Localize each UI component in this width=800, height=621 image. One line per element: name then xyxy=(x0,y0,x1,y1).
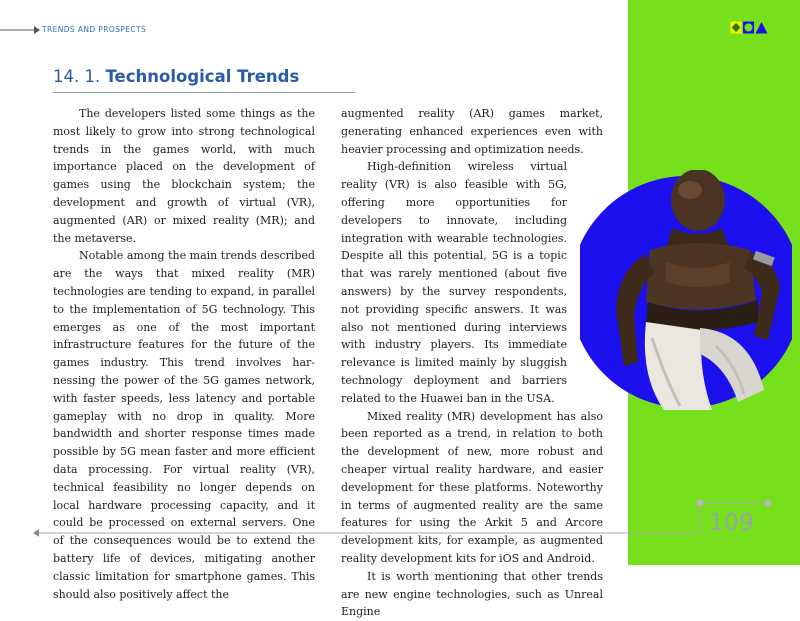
section-title: Technological Trends xyxy=(105,67,300,86)
running-character-illustration xyxy=(580,170,792,410)
header-arrow-icon xyxy=(0,22,44,38)
section-label: TRENDS AND PROSPECTS xyxy=(42,25,147,34)
paragraph-2-continued: augmented reality (AR) games market, generating enhanced experiences even with heavier processing and optimization needs. xyxy=(341,107,603,156)
paragraph-2: Notable among the main trends described are the ways that mixed reality (MR) technologies are tending to expand, in parallel to the implementation of 5G technology. This emerges as one of the most important infrastructure features for the future of the games industry. This trend involves harnessing the power of the 5G games network, with faster speeds, less latency and portable gameplay with no drop in quality. More bandwidth and shorter response times made possible by 5G mean faster and more efficient data processing. For virtual reality (VR), technical feasibility no longer depends on local hardware processing capacity, and it could be processed on external servers. One of the consequences would be to extend the battery life of devices, mitigating another classic limitation for smartphone games. This should also positively affect the xyxy=(53,249,315,601)
paragraph-4: Mixed reality (MR) development has also been reported as a trend, in relation to both the development of new, more robust and cheaper virtual reality hardware, and easier development for these platforms. Noteworthy in terms of augmented reality are the same features for using the Arkit 5 and Arcore development kits, for example, as augmented reality development kits for iOS and Android. xyxy=(341,409,603,565)
heading-divider xyxy=(53,92,355,93)
paragraph-1: The developers listed some things as the most likely to grow into strong technological trends in the games world, with much importance placed on the development of games using the blockchain system; the development and growth of virtual (VR), augmented (AR) or mixed reality (MR); and the metaverse. xyxy=(53,107,315,245)
section-number: 14. 1. xyxy=(53,67,101,86)
paragraph-3: High-definition wireless virtual reality (VR) is also feasible with 5G, offering more opportunities for developers to innovate, including integration with wearable technologies. Despite all this potential, 5G is a topic that was rarely mentioned (about five answers) by the survey respondents, not providing specific answers. It was also not mentioned during interviews with industry players. Its immediate relevance is limited mainly by sluggish technology deployment and barriers related to the Huawei ban in the USA. xyxy=(341,160,567,405)
page-title xyxy=(53,67,299,86)
footer-timeline xyxy=(33,495,773,545)
section-shape-icons xyxy=(730,21,768,35)
triangle-icon xyxy=(756,22,768,34)
circle-icon xyxy=(745,24,753,32)
paragraph-5: It is worth mentioning that other trends are new engine technologies, such as Unreal Engine xyxy=(341,569,603,619)
page-number: 109 xyxy=(709,510,755,536)
